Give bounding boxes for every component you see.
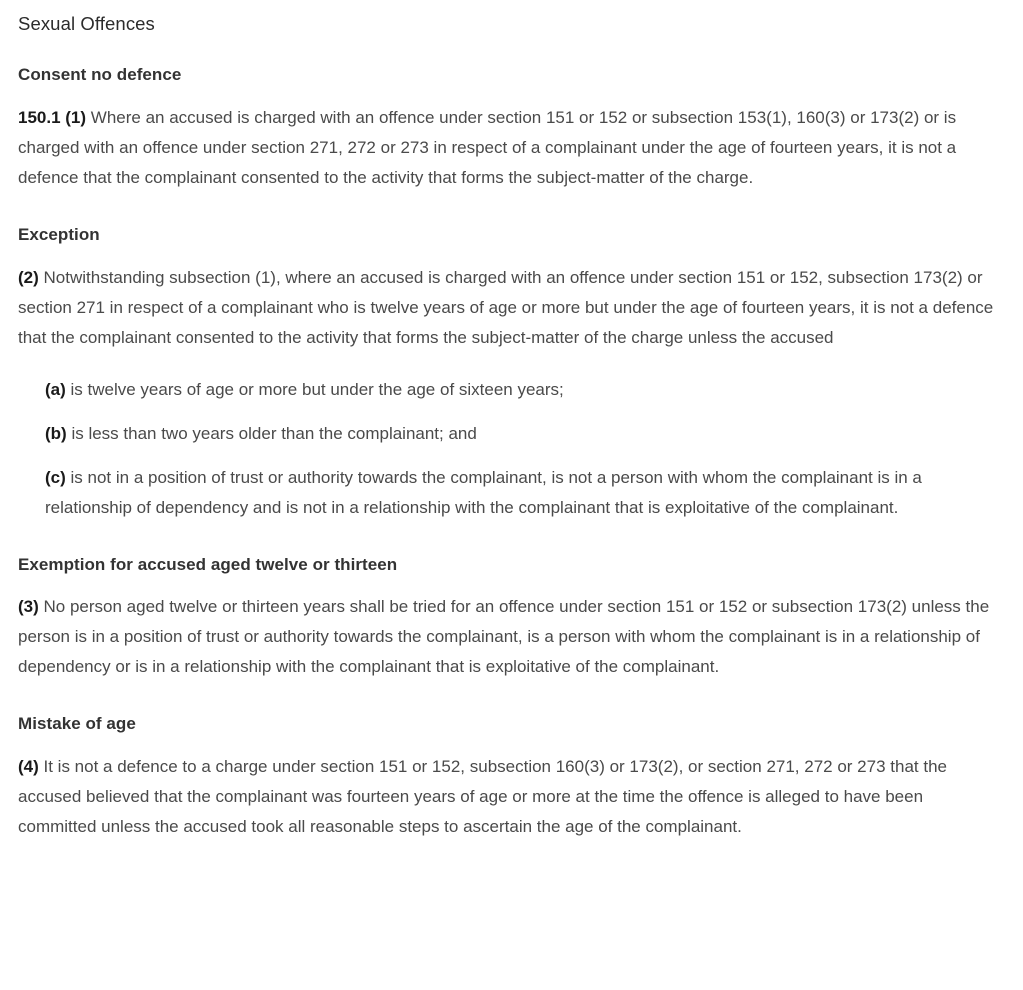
section-heading: Consent no defence: [18, 64, 182, 84]
provision-paragraph: [18, 592, 995, 682]
lettered-paragraph: [45, 375, 995, 405]
provision-marker: (a): [45, 379, 66, 399]
document-section: [18, 223, 995, 523]
document-body: [18, 63, 995, 842]
lettered-paragraph: [45, 463, 995, 523]
provision-marker: 150.1 (1): [18, 107, 87, 127]
document-section: [18, 712, 995, 842]
section-heading: Exemption for accused aged twelve or thirteen: [18, 554, 398, 574]
section-heading: Mistake of age: [18, 714, 136, 734]
provision-text: No person aged twelve or thirteen years shall be tried for an offence under section 151 or 152 or subsection 173(2) unless the person is in a position of trust or authority towards the complainant, is a person with whom the complainant is in a relationship of dependency or is in a relationship with the complainant that is exploitative of the complainant.: [18, 597, 990, 677]
document-section: [18, 553, 995, 683]
provision-paragraph: [18, 263, 995, 353]
provision-text: is less than two years older than the complainant; and: [66, 423, 477, 443]
document-section: [18, 63, 995, 193]
provision-text: Where an accused is charged with an offence under section 151 or 152 or subsection 153(1), 160(3) or 173(2) or is charged with an offence under section 271, 272 or 273 in respect of a complainant under the age of fourteen years, it is not a defence that the complainant consented to the activity that forms the subject-matter of the charge.: [18, 107, 957, 187]
provision-text: It is not a defence to a charge under section 151 or 152, subsection 160(3) or 173(2), or section 271, 272 or 273 that the accused believed that the complainant was fourteen years of age or more at the time the offence is alleged to have been committed unless the accused took all reasonable steps to ascertain the age of the complainant.: [18, 757, 947, 837]
section-heading: Exception: [18, 224, 100, 244]
provision-marker: (b): [45, 423, 67, 443]
provision-marker: (c): [45, 467, 66, 487]
provision-marker: (4): [18, 757, 39, 777]
lettered-paragraph: [45, 419, 995, 449]
provision-text: Notwithstanding subsection (1), where an accused is charged with an offence under section 151 or 152, subsection 173(2) or section 271 in respect of a complainant who is twelve years of age or more but under the age of fourteen years, it is not a defence that the complainant consented to the activity that forms the subject-matter of the charge unless the accused: [18, 267, 994, 347]
page-title: Sexual Offences: [18, 13, 155, 34]
provision-paragraph: [18, 752, 995, 842]
provision-marker: (2): [18, 267, 39, 287]
provision-text: is not in a position of trust or authority towards the complainant, is not a person with whom the complainant is in a relationship of dependency and is not in a relationship with the complainant that is exploitative of the complainant.: [45, 467, 922, 517]
provision-marker: (3): [18, 597, 39, 617]
provision-text: is twelve years of age or more but under the age of sixteen years;: [65, 379, 564, 399]
provision-paragraph: [18, 103, 995, 193]
